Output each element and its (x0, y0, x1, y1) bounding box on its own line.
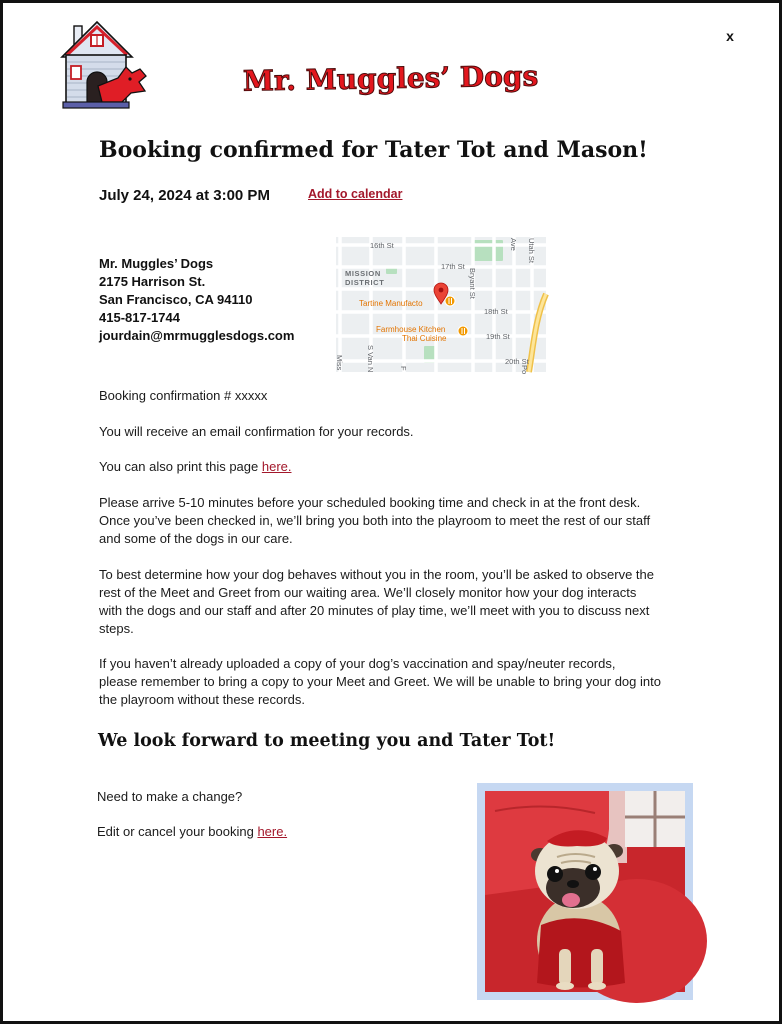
map-street-label: Utah St (527, 238, 536, 264)
arrival-instructions (99, 494, 650, 548)
dog-eye (547, 866, 563, 882)
map-street-label: 20th St (505, 357, 529, 366)
map-park (474, 240, 503, 261)
doghouse-logo-icon (60, 20, 148, 110)
paragraph-line: Please arrive 5-10 minutes before your scheduled booking time and check in at the front desk. (99, 495, 641, 510)
restaurant-icon-circle (445, 296, 455, 306)
location-map[interactable] (335, 237, 546, 375)
booking-datetime: July 24, 2024 at 3:00 PM (99, 187, 270, 204)
edit-booking-link[interactable]: here. (257, 824, 288, 839)
map-street-label: 19th St (486, 332, 510, 341)
paragraph-line: Once you’ve been checked in, we’ll bring you both into the playroom to meet the rest of our staff (99, 513, 651, 528)
restaurant-icon[interactable] (458, 326, 468, 336)
paragraph-line: and some of the dogs in our care. (99, 531, 293, 546)
email-confirmation-note: You will receive an email confirmation for your records. (99, 424, 414, 439)
map-street-label: S Van N (366, 345, 375, 373)
restaurant-icon-circle (458, 326, 468, 336)
paragraph-line: rest of the Meet and Greet from our waiting area. We’ll closely monitor how your dog interacts (99, 585, 637, 600)
dog-eye-glint (555, 869, 559, 873)
location-address (99, 255, 294, 345)
pug-photo (485, 791, 685, 992)
paragraph-line: please remember to bring a copy to your Meet and Greet. We will be unable to bring your dog into (99, 674, 661, 689)
location-email: jourdain@mrmugglesdogs.com (99, 328, 295, 343)
restaurant-icon[interactable] (445, 296, 455, 306)
map-pin-dot (439, 288, 444, 293)
map-street-label: 16th St (370, 241, 394, 250)
map-street-label: Bryant St (468, 268, 477, 299)
map-place-label: Tartine Manufacto (359, 299, 423, 308)
print-page-link[interactable]: here. (261, 459, 292, 474)
dog-eye (585, 864, 601, 880)
paragraph-line: To best determine how your dog behaves without you in the room, you’ll be asked to observe the (99, 567, 654, 582)
records-instructions (99, 655, 661, 709)
add-to-calendar-link[interactable]: Add to calendar (308, 187, 403, 201)
print-note (99, 458, 292, 476)
dog-front-leg (559, 949, 571, 985)
paragraph-line: steps. (99, 621, 134, 636)
paragraph-line: If you haven’t already uploaded a copy of your dog’s vaccination and spay/neuter records, (99, 656, 616, 671)
edit-booking-text: Edit or cancel your booking (97, 824, 258, 839)
edit-booking-note (97, 823, 287, 841)
map-place-label: Farmhouse Kitchen (376, 325, 446, 334)
map-park (386, 268, 397, 274)
brand-title: Mr. Muggles’ Dogs (242, 59, 539, 98)
map-street-label: F (399, 366, 408, 371)
map-place-label: Thai Cuisine (402, 334, 447, 343)
dog-tongue (562, 893, 580, 907)
closing-heading: We look forward to meeting you and Tater Tot! (98, 731, 556, 751)
dog-eye-glint (593, 867, 597, 871)
dog-photo-frame (477, 783, 693, 1000)
map-district-label: MISSION (345, 269, 381, 278)
logo-side-window (71, 66, 81, 79)
logo-base (63, 102, 129, 108)
map-street-label: Po (520, 365, 529, 375)
location-phone: 415-817-1744 (99, 310, 180, 325)
dog-paw (556, 982, 574, 990)
location-name: Mr. Muggles’ Dogs (99, 256, 214, 271)
paragraph-line: the playroom without these records. (99, 692, 305, 707)
logo-dog-eye (128, 77, 131, 80)
booking-confirmation-number: Booking confirmation # xxxxx (99, 388, 268, 403)
map-district-label: DISTRICT (345, 278, 385, 287)
close-button[interactable]: x (726, 28, 734, 44)
map-street-label: 17th St (441, 262, 465, 271)
map-street-label: Ave (509, 238, 518, 251)
paragraph-line: with the dogs and our staff and after 20 minutes of play time, we’ll meet with you to discuss next (99, 603, 650, 618)
observation-instructions (99, 566, 654, 638)
location-street: 2175 Harrison St. (99, 274, 206, 289)
map-street-label: 18th St (484, 307, 508, 316)
dog-nose (567, 880, 579, 888)
dog-front-leg (591, 949, 603, 985)
dog-paw (588, 982, 606, 990)
location-city: San Francisco, CA 94110 (99, 292, 253, 307)
page-title: Booking confirmed for Tater Tot and Mason! (99, 137, 648, 163)
map-street-label: Miss (335, 355, 344, 371)
print-note-text: You can also print this page (99, 459, 262, 474)
dog-red-shirt (537, 918, 625, 987)
change-question: Need to make a change? (97, 789, 243, 804)
